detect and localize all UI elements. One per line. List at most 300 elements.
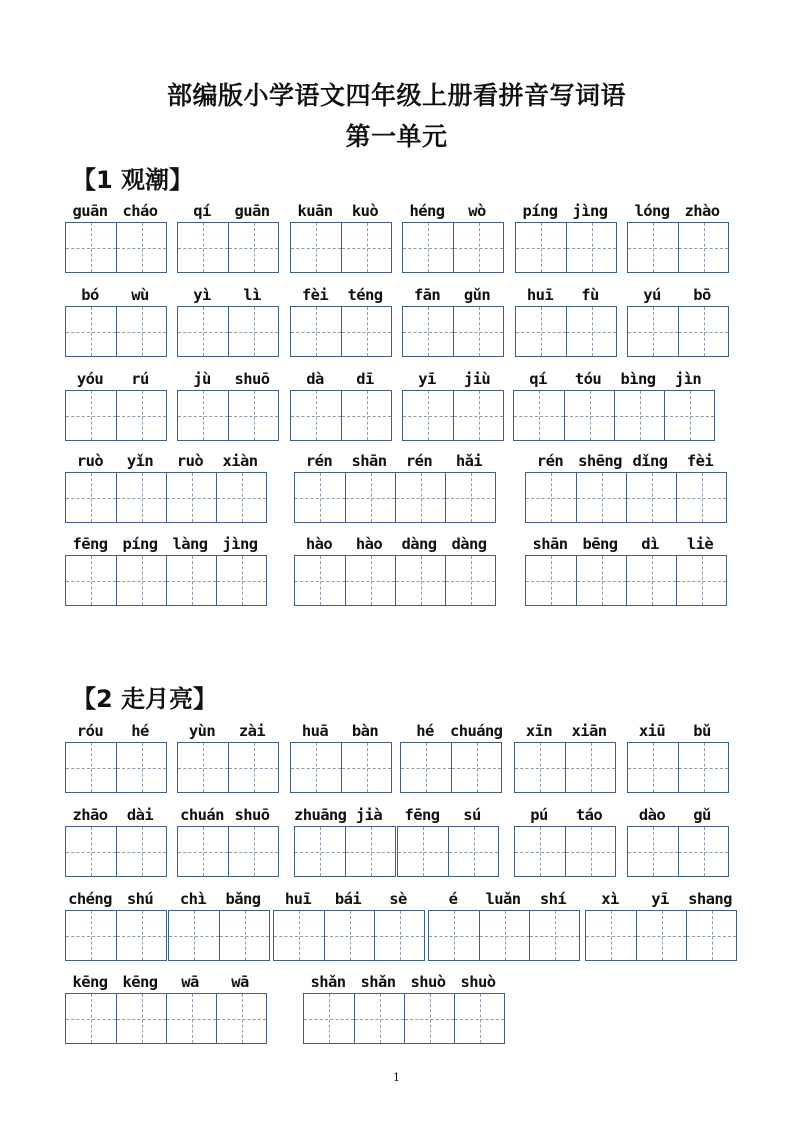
pinyin-syllable: bái (334, 890, 362, 908)
writing-cell[interactable] (116, 911, 166, 960)
writing-cell[interactable] (116, 391, 166, 440)
writing-cell[interactable] (178, 743, 228, 792)
writing-cell[interactable] (166, 473, 216, 522)
word-box (627, 806, 729, 877)
writing-cell[interactable] (228, 223, 278, 272)
pinyin-line (65, 890, 165, 908)
tianzige-grid (514, 826, 616, 877)
tianzige-grid (525, 555, 727, 606)
word-box (402, 202, 504, 273)
pinyin-syllable: dào (638, 806, 666, 824)
pinyin-syllable: kuò (351, 202, 379, 220)
tianzige-grid (514, 742, 616, 793)
writing-cell[interactable] (291, 391, 341, 440)
writing-cell[interactable] (341, 743, 391, 792)
pinyin-syllable: jià (355, 806, 383, 824)
pinyin-syllable: yú (643, 286, 661, 304)
pinyin-syllable: kēng (122, 973, 158, 991)
writing-cell[interactable] (116, 556, 166, 605)
writing-cell[interactable] (678, 223, 728, 272)
pinyin-line (290, 202, 390, 220)
pinyin-syllable: ruò (176, 452, 204, 470)
section-heading-2: 【2 走月亮】 (72, 685, 218, 713)
pinyin-syllable: shí (539, 890, 567, 908)
word-box (65, 535, 267, 606)
writing-cell[interactable] (304, 994, 354, 1043)
pinyin-line (168, 890, 268, 908)
writing-cell[interactable] (514, 391, 564, 440)
writing-cell[interactable] (345, 827, 395, 876)
pinyin-syllable: gǔ (693, 806, 711, 824)
pinyin-syllable: jìn (674, 370, 702, 388)
writing-cell[interactable] (228, 307, 278, 356)
pinyin-syllable: yī (651, 890, 669, 908)
pinyin-syllable: hé (416, 722, 434, 740)
word-box (627, 722, 729, 793)
tianzige-grid (627, 826, 729, 877)
pinyin-syllable: shang (688, 890, 732, 908)
tianzige-grid (177, 306, 279, 357)
writing-cell[interactable] (295, 827, 345, 876)
pinyin-syllable: rén (405, 452, 433, 470)
pinyin-syllable: chuán (180, 806, 224, 824)
writing-cell[interactable] (515, 827, 565, 876)
tianzige-grid (177, 826, 279, 877)
tianzige-grid (65, 910, 167, 961)
writing-cell[interactable] (429, 911, 479, 960)
writing-cell[interactable] (291, 223, 341, 272)
pinyin-syllable: xiū (638, 722, 666, 740)
pinyin-syllable: shú (126, 890, 154, 908)
pinyin-line (273, 890, 423, 908)
pinyin-syllable: lì (243, 286, 261, 304)
tianzige-grid (294, 555, 496, 606)
pinyin-syllable: sú (463, 806, 481, 824)
pinyin-line (303, 973, 503, 991)
pinyin-syllable: héng (409, 202, 445, 220)
word-box (585, 890, 737, 961)
writing-cell[interactable] (403, 391, 453, 440)
pinyin-line (177, 806, 277, 824)
pinyin-syllable: bō (693, 286, 711, 304)
tianzige-grid (65, 555, 267, 606)
writing-cell[interactable] (66, 223, 116, 272)
word-box (273, 890, 425, 961)
pinyin-syllable: wò (468, 202, 486, 220)
word-box (290, 202, 392, 273)
writing-cell[interactable] (566, 223, 616, 272)
word-box (65, 722, 167, 793)
writing-cell[interactable] (678, 307, 728, 356)
pinyin-line (515, 202, 615, 220)
writing-cell[interactable] (403, 223, 453, 272)
pinyin-syllable: shuò (410, 973, 446, 991)
pinyin-syllable: shǎn (310, 973, 346, 991)
writing-cell[interactable] (576, 556, 626, 605)
writing-cell[interactable] (676, 556, 726, 605)
pinyin-line (515, 286, 615, 304)
pinyin-syllable: shuò (460, 973, 496, 991)
pinyin-line (627, 286, 727, 304)
page-number: 1 (393, 1071, 400, 1084)
pinyin-line (65, 370, 165, 388)
pinyin-syllable: shēng (578, 452, 622, 470)
pinyin-syllable: gǔn (463, 286, 491, 304)
writing-cell[interactable] (516, 307, 566, 356)
writing-cell[interactable] (401, 743, 451, 792)
pinyin-syllable: fèi (686, 452, 714, 470)
pinyin-syllable: chéng (68, 890, 112, 908)
word-box (177, 202, 279, 273)
writing-cell[interactable] (66, 391, 116, 440)
writing-cell[interactable] (219, 911, 269, 960)
writing-cell[interactable] (345, 473, 395, 522)
writing-cell[interactable] (678, 827, 728, 876)
tianzige-grid (168, 910, 270, 961)
writing-cell[interactable] (678, 743, 728, 792)
pinyin-syllable: fēng (404, 806, 440, 824)
writing-cell[interactable] (403, 307, 453, 356)
pinyin-syllable: yǐn (126, 452, 154, 470)
pinyin-line (65, 452, 265, 470)
pinyin-syllable: guān (72, 202, 108, 220)
writing-cell[interactable] (614, 391, 664, 440)
writing-cell[interactable] (345, 556, 395, 605)
tianzige-grid (273, 910, 425, 961)
pinyin-syllable: chuáng (450, 722, 503, 740)
pinyin-syllable: guān (234, 202, 270, 220)
writing-cell[interactable] (66, 743, 116, 792)
writing-cell[interactable] (448, 827, 498, 876)
pinyin-syllable: dǐng (632, 452, 668, 470)
pinyin-syllable: dī (356, 370, 374, 388)
pinyin-syllable: yóu (76, 370, 104, 388)
writing-cell[interactable] (228, 827, 278, 876)
writing-cell[interactable] (454, 994, 504, 1043)
writing-cell[interactable] (453, 307, 503, 356)
writing-cell[interactable] (404, 994, 454, 1043)
writing-cell[interactable] (636, 911, 686, 960)
tianzige-grid (294, 472, 496, 523)
writing-cell[interactable] (66, 994, 116, 1043)
pinyin-line (627, 202, 727, 220)
word-box (177, 722, 279, 793)
writing-cell[interactable] (515, 743, 565, 792)
word-box (294, 452, 496, 523)
tianzige-grid (303, 993, 505, 1044)
tianzige-grid (65, 306, 167, 357)
pinyin-syllable: dà (306, 370, 324, 388)
tianzige-grid (513, 390, 715, 441)
pinyin-syllable: jìng (222, 535, 258, 553)
pinyin-line (294, 806, 394, 824)
pinyin-line (290, 722, 390, 740)
word-box (177, 806, 279, 877)
writing-cell[interactable] (116, 307, 166, 356)
pinyin-syllable: huī (526, 286, 554, 304)
pinyin-syllable: sè (389, 890, 407, 908)
writing-cell[interactable] (576, 473, 626, 522)
word-box (627, 202, 729, 273)
pinyin-syllable: lóng (634, 202, 670, 220)
writing-cell[interactable] (216, 556, 266, 605)
pinyin-syllable: kēng (72, 973, 108, 991)
pinyin-line (402, 202, 502, 220)
pinyin-syllable: wā (231, 973, 249, 991)
pinyin-line (290, 370, 390, 388)
writing-cell[interactable] (445, 556, 495, 605)
writing-cell[interactable] (295, 556, 345, 605)
word-box (65, 202, 167, 273)
writing-cell[interactable] (664, 391, 714, 440)
writing-cell[interactable] (178, 827, 228, 876)
tianzige-grid (290, 390, 392, 441)
word-box (65, 973, 267, 1044)
pinyin-syllable: zhào (684, 202, 720, 220)
writing-cell[interactable] (628, 223, 678, 272)
pinyin-line (402, 286, 502, 304)
pinyin-syllable: téng (347, 286, 383, 304)
pinyin-line (65, 806, 165, 824)
pinyin-syllable: xiān (571, 722, 607, 740)
word-box (402, 370, 504, 441)
pinyin-syllable: dàng (401, 535, 437, 553)
writing-cell[interactable] (564, 391, 614, 440)
tianzige-grid (290, 742, 392, 793)
writing-cell[interactable] (453, 391, 503, 440)
tianzige-grid (290, 222, 392, 273)
writing-cell[interactable] (178, 307, 228, 356)
writing-cell[interactable] (565, 743, 615, 792)
tianzige-grid (177, 742, 279, 793)
pinyin-syllable: bìng (620, 370, 656, 388)
writing-cell[interactable] (291, 743, 341, 792)
writing-cell[interactable] (216, 473, 266, 522)
writing-cell[interactable] (66, 827, 116, 876)
document-title: 部编版小学语文四年级上册看拼音写词语 (166, 81, 626, 110)
pinyin-syllable: fēng (72, 535, 108, 553)
writing-cell[interactable] (374, 911, 424, 960)
writing-cell[interactable] (628, 307, 678, 356)
word-box (290, 722, 392, 793)
writing-cell[interactable] (626, 473, 676, 522)
writing-cell[interactable] (529, 911, 579, 960)
pinyin-syllable: bó (81, 286, 99, 304)
writing-cell[interactable] (453, 223, 503, 272)
pinyin-syllable: shān (351, 452, 387, 470)
pinyin-syllable: liè (686, 535, 714, 553)
word-box (514, 806, 616, 877)
pinyin-syllable: píng (522, 202, 558, 220)
writing-cell[interactable] (295, 473, 345, 522)
word-box (65, 806, 167, 877)
tianzige-grid (177, 390, 279, 441)
writing-cell[interactable] (166, 556, 216, 605)
pinyin-syllable: píng (122, 535, 158, 553)
word-box (290, 286, 392, 357)
pinyin-line (585, 890, 735, 908)
writing-cell[interactable] (586, 911, 636, 960)
pinyin-syllable: huī (284, 890, 312, 908)
writing-cell[interactable] (166, 994, 216, 1043)
tianzige-grid (65, 742, 167, 793)
writing-cell[interactable] (445, 473, 495, 522)
pinyin-line (402, 370, 502, 388)
writing-cell[interactable] (479, 911, 529, 960)
writing-cell[interactable] (686, 911, 736, 960)
writing-cell[interactable] (66, 911, 116, 960)
pinyin-syllable: hào (355, 535, 383, 553)
word-box (513, 370, 715, 441)
word-box (627, 286, 729, 357)
writing-cell[interactable] (228, 743, 278, 792)
pinyin-line (514, 806, 614, 824)
writing-cell[interactable] (341, 391, 391, 440)
writing-cell[interactable] (398, 827, 448, 876)
writing-cell[interactable] (628, 743, 678, 792)
pinyin-line (514, 722, 614, 740)
writing-cell[interactable] (116, 473, 166, 522)
pinyin-syllable: tóu (574, 370, 602, 388)
writing-cell[interactable] (66, 473, 116, 522)
pinyin-syllable: rén (305, 452, 333, 470)
word-box (65, 890, 167, 961)
pinyin-syllable: shuō (234, 806, 270, 824)
pinyin-line (513, 370, 713, 388)
tianzige-grid (515, 306, 617, 357)
pinyin-line (65, 202, 165, 220)
tianzige-grid (585, 910, 737, 961)
tianzige-grid (294, 826, 396, 877)
pinyin-syllable: jiù (463, 370, 491, 388)
tianzige-grid (397, 826, 499, 877)
pinyin-line (294, 452, 494, 470)
pinyin-syllable: bàn (351, 722, 379, 740)
tianzige-grid (65, 472, 267, 523)
writing-cell[interactable] (116, 223, 166, 272)
pinyin-syllable: fù (581, 286, 599, 304)
writing-cell[interactable] (324, 911, 374, 960)
pinyin-syllable: rú (131, 370, 149, 388)
pinyin-syllable: luǎn (485, 890, 521, 908)
pinyin-syllable: wā (181, 973, 199, 991)
pinyin-line (627, 722, 727, 740)
pinyin-syllable: dài (126, 806, 154, 824)
writing-cell[interactable] (626, 556, 676, 605)
pinyin-syllable: xì (601, 890, 619, 908)
pinyin-syllable: zài (238, 722, 266, 740)
tianzige-grid (177, 222, 279, 273)
writing-cell[interactable] (169, 911, 219, 960)
writing-cell[interactable] (676, 473, 726, 522)
pinyin-line (65, 535, 265, 553)
pinyin-line (290, 286, 390, 304)
pinyin-syllable: wù (131, 286, 149, 304)
pinyin-syllable: cháo (122, 202, 158, 220)
writing-cell[interactable] (565, 827, 615, 876)
pinyin-syllable: é (448, 890, 458, 908)
writing-cell[interactable] (354, 994, 404, 1043)
writing-cell[interactable] (516, 223, 566, 272)
pinyin-syllable: xiàn (222, 452, 258, 470)
pinyin-line (65, 722, 165, 740)
pinyin-syllable: kuān (297, 202, 333, 220)
writing-cell[interactable] (395, 556, 445, 605)
tianzige-grid (400, 742, 502, 793)
word-box (400, 722, 503, 793)
writing-cell[interactable] (395, 473, 445, 522)
tianzige-grid (627, 306, 729, 357)
writing-cell[interactable] (116, 743, 166, 792)
writing-cell[interactable] (178, 391, 228, 440)
writing-cell[interactable] (451, 743, 501, 792)
word-box (177, 370, 279, 441)
pinyin-line (525, 535, 725, 553)
pinyin-syllable: chì (179, 890, 207, 908)
tianzige-grid (402, 222, 504, 273)
pinyin-syllable: ruò (76, 452, 104, 470)
pinyin-syllable: hào (305, 535, 333, 553)
pinyin-syllable: zhuāng (294, 806, 347, 824)
writing-cell[interactable] (274, 911, 324, 960)
pinyin-syllable: pú (530, 806, 548, 824)
pinyin-syllable: dàng (451, 535, 487, 553)
pinyin-syllable: zhāo (72, 806, 108, 824)
writing-cell[interactable] (341, 307, 391, 356)
writing-cell[interactable] (216, 994, 266, 1043)
pinyin-syllable: fān (413, 286, 441, 304)
pinyin-syllable: jìng (572, 202, 608, 220)
tianzige-grid (290, 306, 392, 357)
pinyin-line (177, 202, 277, 220)
pinyin-syllable: yī (418, 370, 436, 388)
pinyin-line (177, 722, 277, 740)
tianzige-grid (627, 742, 729, 793)
pinyin-syllable: xīn (525, 722, 553, 740)
writing-cell[interactable] (628, 827, 678, 876)
pinyin-line (177, 370, 277, 388)
writing-cell[interactable] (228, 391, 278, 440)
pinyin-syllable: fèi (301, 286, 329, 304)
writing-cell[interactable] (66, 556, 116, 605)
writing-cell[interactable] (341, 223, 391, 272)
section-heading-1: 【1 观潮】 (72, 166, 194, 194)
tianzige-grid (65, 390, 167, 441)
writing-cell[interactable] (526, 473, 576, 522)
writing-cell[interactable] (566, 307, 616, 356)
writing-cell[interactable] (66, 307, 116, 356)
writing-cell[interactable] (178, 223, 228, 272)
tianzige-grid (65, 826, 167, 877)
pinyin-line (177, 286, 277, 304)
writing-cell[interactable] (291, 307, 341, 356)
pinyin-line (428, 890, 578, 908)
pinyin-syllable: hǎi (455, 452, 483, 470)
unit-title: 第一单元 (345, 122, 448, 151)
writing-cell[interactable] (116, 994, 166, 1043)
word-box (294, 806, 396, 877)
pinyin-line (294, 535, 494, 553)
tianzige-grid (65, 222, 167, 273)
writing-cell[interactable] (116, 827, 166, 876)
pinyin-syllable: bēng (582, 535, 618, 553)
writing-cell[interactable] (526, 556, 576, 605)
pinyin-syllable: róu (76, 722, 104, 740)
pinyin-line (65, 973, 265, 991)
pinyin-syllable: dì (641, 535, 659, 553)
pinyin-syllable: rén (536, 452, 564, 470)
word-box (303, 973, 505, 1044)
